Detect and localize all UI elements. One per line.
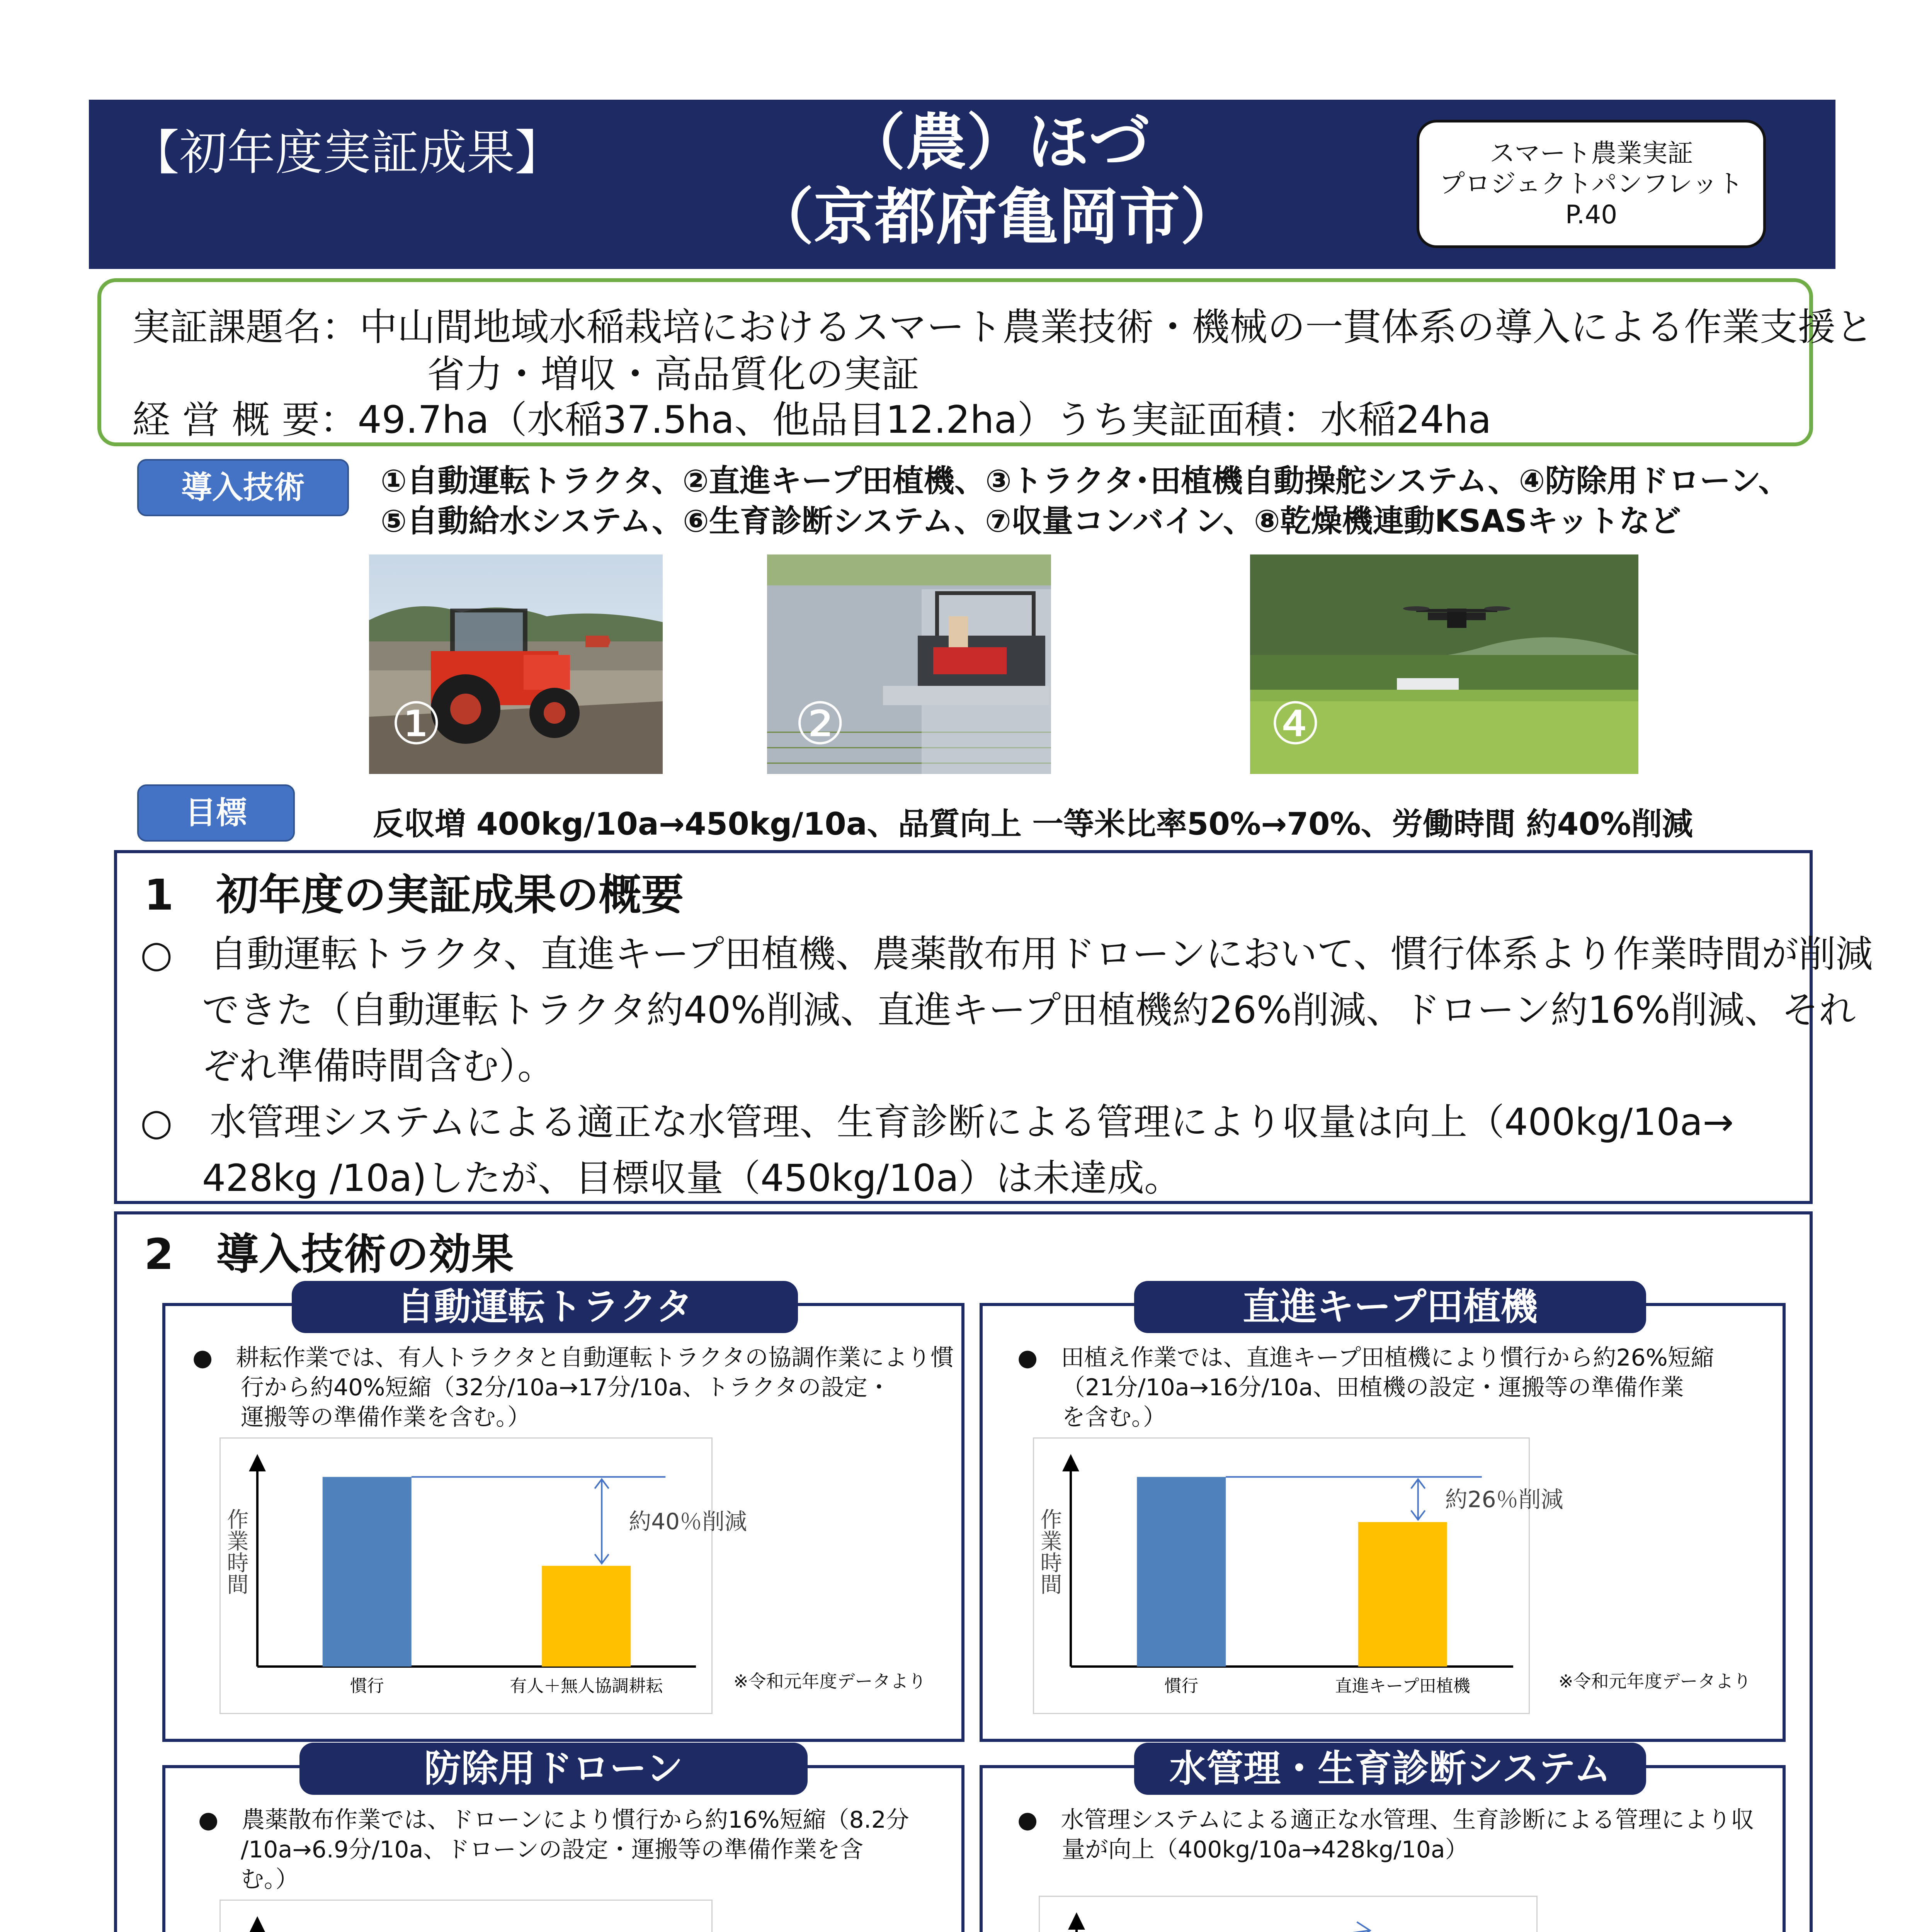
chart-1-frame bbox=[219, 1437, 747, 1714]
panel-4-title: 水管理・生育診断システム bbox=[1134, 1743, 1646, 1795]
section-1-bullet1-line3: ぞれ準備時間含む）。 bbox=[202, 1044, 555, 1088]
title-line1: （農）ほづ bbox=[844, 107, 1150, 178]
title-line2: （京都府亀岡市） bbox=[753, 181, 1241, 253]
panel-2-text-line1: ● 田植え作業では、直進キープ田植機により慣行から約26%短縮 bbox=[1017, 1344, 1714, 1371]
panel-3-title: 防除用ドローン bbox=[299, 1743, 808, 1795]
photo-number-2: ② bbox=[794, 690, 846, 758]
panel-1-text-line2: 行から約40%短縮（32分/10a→17分/10a、トラクタの設定・ bbox=[241, 1374, 891, 1401]
panel-1-footnote: ※令和元年度データより bbox=[733, 1671, 926, 1692]
section-1-summary bbox=[114, 850, 1873, 1204]
panel-1-title: 自動運転トラクタ bbox=[292, 1281, 798, 1333]
section-1-bullet1-line2: できた（自動運転トラクタ約40%削減、直進キープ田植機約26%削減、ドローン約16%削減、それ bbox=[202, 988, 1856, 1032]
photo-number-4: ④ bbox=[1269, 690, 1322, 758]
pamphlet-line1: スマート農業実証 bbox=[1489, 138, 1693, 168]
pamphlet-line3: P.40 bbox=[1565, 199, 1618, 230]
panel-2-title: 直進キープ田植機 bbox=[1134, 1281, 1646, 1333]
rice-transplanter-photo bbox=[767, 554, 1051, 774]
x-tick-label-1: 慣行 bbox=[1164, 1676, 1199, 1696]
page-title bbox=[668, 105, 1325, 255]
drone-photo bbox=[1250, 554, 1638, 774]
bar-1 bbox=[323, 1477, 412, 1667]
project-title-line2: 省力・増収・高品質化の実証 bbox=[427, 352, 920, 396]
bar-1 bbox=[1137, 1477, 1226, 1667]
project-summary-box bbox=[97, 278, 1874, 446]
y-axis-arrow bbox=[249, 1916, 266, 1932]
panel-2-text-line3: を含む。） bbox=[1062, 1404, 1166, 1431]
y-axis-label: 作業時間 bbox=[223, 1508, 249, 1595]
business-overview: 経 営 概 要：49.7ha（水稲37.5ha、他品目12.2ha）うち実証面積：水稲24ha bbox=[132, 398, 1492, 442]
y-axis-arrow bbox=[249, 1454, 266, 1471]
y-axis-arrow bbox=[1068, 1912, 1085, 1930]
panel-2-footnote: ※令和元年度データより bbox=[1558, 1671, 1751, 1692]
panel-2-text-line2: （21分/10a→16分/10a、田植機の設定・運搬等の準備作業 bbox=[1062, 1374, 1684, 1401]
chart-3-frame bbox=[219, 1900, 713, 1932]
section-1-bullet2-line2: 428kg /10a)したが、目標収量（450kg/10a）は未達成。 bbox=[202, 1156, 1182, 1200]
tech-label: 導入技術 bbox=[137, 459, 349, 516]
bar-2 bbox=[1358, 1522, 1447, 1667]
tech-list-line2: ⑤自動給水システム、⑥生育診断システム、⑦収量コンバイン、⑧乾燥機連動KSASキットなど bbox=[381, 503, 1681, 539]
section-1-bullet1-line1: ○ 自動運転トラクタ、直進キープ田植機、農薬散布用ドローンにおいて、慣行体系より作業時間が削減 bbox=[140, 932, 1873, 976]
panel-auto-tractor bbox=[162, 1303, 964, 1742]
chart-3 bbox=[221, 1901, 711, 1932]
panel-4-text-line1: ● 水管理システムによる適正な水管理、生育診断による管理により収 bbox=[1017, 1806, 1754, 1833]
chart-4-frame bbox=[1039, 1896, 1538, 1932]
panel-1-text-line3: 運搬等の準備作業を含む。） bbox=[241, 1404, 531, 1431]
panel-straight-transplanter bbox=[980, 1303, 1786, 1742]
chart-2 bbox=[1034, 1439, 1563, 1713]
panel-3-text-line1: ● 農薬散布作業では、ドローンにより慣行から約16%短縮（8.2分 bbox=[198, 1806, 909, 1833]
chart-1 bbox=[221, 1439, 747, 1713]
section-2-title: 2 導入技術の効果 bbox=[144, 1230, 514, 1279]
goal-text: 反収増 400kg/10a→450kg/10a、品質向上 一等米比率50%→70%、労働時間 約40%削減 bbox=[373, 806, 1693, 842]
y-axis-arrow bbox=[1062, 1454, 1079, 1471]
reduction-label: 約40％削減 bbox=[629, 1508, 747, 1535]
chart-4 bbox=[1040, 1897, 1536, 1932]
x-tick-label-2: 直進キープ田植機 bbox=[1335, 1676, 1470, 1696]
project-title-line1: 実証課題名：中山間地域水稲栽培におけるスマート農業技術・機械の一貫体系の導入による作業支援と bbox=[132, 305, 1874, 349]
x-tick-label-2: 有人＋無人協調耕耘 bbox=[510, 1676, 663, 1696]
pamphlet-line2: プロジェクトパンフレット bbox=[1439, 169, 1744, 199]
reduction-label: 約26％削減 bbox=[1445, 1486, 1563, 1513]
pamphlet-reference-box bbox=[1417, 120, 1766, 248]
header-tag: 【初年度実証成果】 bbox=[131, 125, 563, 181]
tech-list bbox=[381, 461, 1789, 541]
section-1-bullet2-line1: ○ 水管理システムによる適正な水管理、生育診断による管理により収量は向上（400kg/10a→ bbox=[140, 1100, 1734, 1144]
x-tick-label-1: 慣行 bbox=[350, 1676, 384, 1696]
header-banner bbox=[89, 100, 1835, 269]
panel-1-text-line1: ● 耕耘作業では、有人トラクタと自動運転トラクタの協調作業により慣 bbox=[192, 1344, 954, 1371]
increase-arrow bbox=[1203, 1930, 1369, 1932]
photo-number-1: ① bbox=[390, 690, 442, 758]
chart-2-frame bbox=[1033, 1437, 1563, 1714]
section-1-title: 1 初年度の実証成果の概要 bbox=[144, 870, 684, 920]
bar-2 bbox=[542, 1566, 631, 1667]
panel-3-text-line3: む。） bbox=[241, 1866, 299, 1893]
goal-label: 目標 bbox=[137, 784, 295, 842]
tech-list-line1: ①自動運転トラクタ、②直進キープ田植機、③トラクタ･田植機自動操舵システム、④防除用ドローン、 bbox=[381, 463, 1789, 499]
y-axis-label: 作業時間 bbox=[1037, 1508, 1062, 1595]
panel-3-text-line2: /10a→6.9分/10a、ドローンの設定・運搬等の準備作業を含 bbox=[241, 1836, 864, 1863]
panel-4-text-line2: 量が向上（400kg/10a→428kg/10a） bbox=[1062, 1836, 1468, 1863]
tractor-photo bbox=[369, 554, 663, 774]
